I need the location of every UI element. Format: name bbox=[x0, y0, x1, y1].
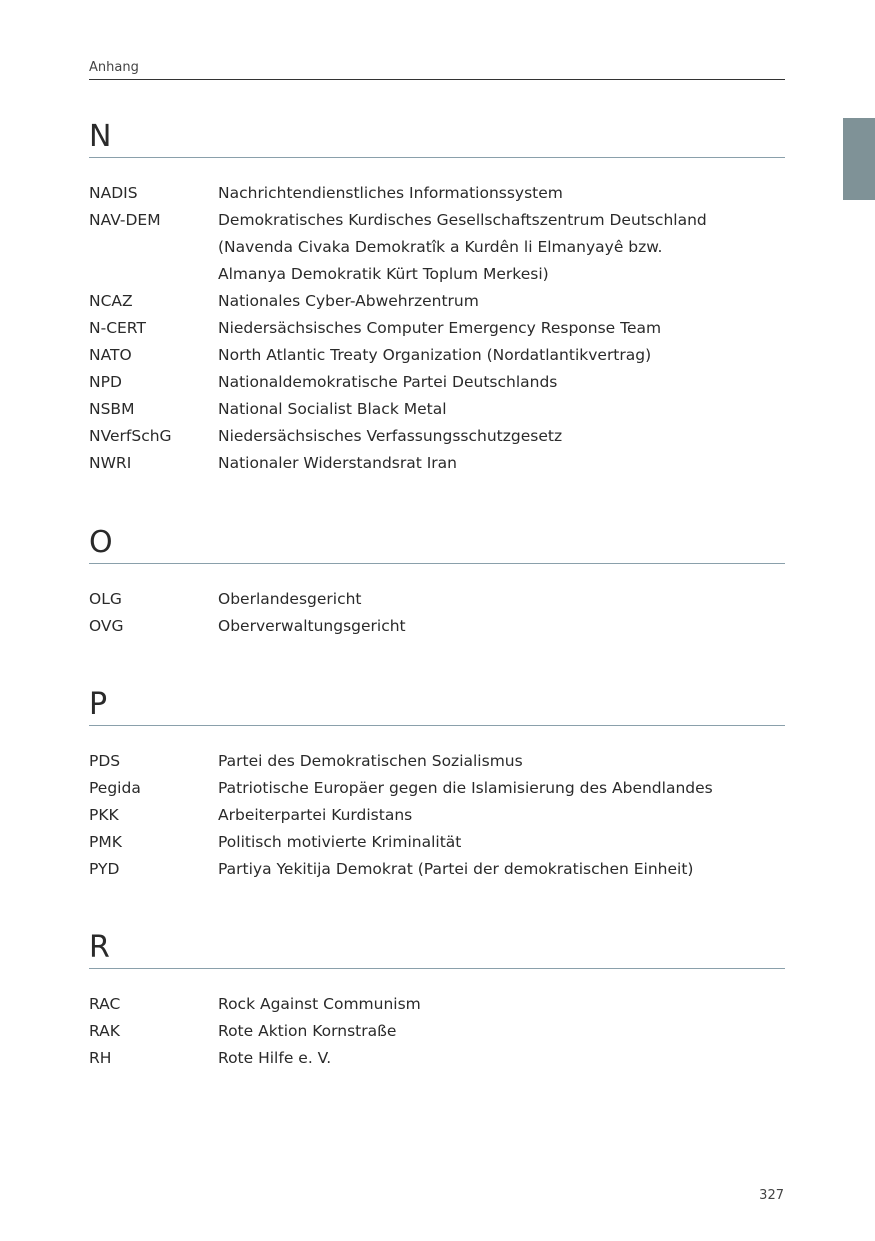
entry bbox=[89, 856, 785, 883]
description-line: Politisch motivierte Kriminalität bbox=[218, 833, 462, 851]
section-p bbox=[89, 685, 785, 883]
section-letter: R bbox=[89, 928, 785, 969]
description-line: Oberlandesgericht bbox=[218, 590, 362, 608]
entry bbox=[89, 450, 785, 477]
entry-abbreviation: PYD bbox=[89, 860, 120, 878]
description-line: North Atlantic Treaty Organization (Nordatlantikvertrag) bbox=[218, 346, 652, 364]
entry-list bbox=[89, 586, 785, 640]
entry-abbreviation: NVerfSchG bbox=[89, 427, 172, 445]
running-header bbox=[89, 56, 785, 80]
entry bbox=[89, 775, 785, 802]
description-line: Nachrichtendienstliches Informationssystem bbox=[218, 184, 563, 202]
entry-list bbox=[89, 180, 785, 477]
entry-list bbox=[89, 748, 785, 883]
entry bbox=[89, 369, 785, 396]
entry-abbreviation: NCAZ bbox=[89, 292, 133, 310]
section-letter: N bbox=[89, 117, 785, 158]
description-line: National Socialist Black Metal bbox=[218, 400, 447, 418]
description-line: Oberverwaltungsgericht bbox=[218, 617, 406, 635]
chapter-tab-marker bbox=[843, 118, 875, 200]
entry-description bbox=[218, 207, 785, 288]
entry-description bbox=[218, 1018, 785, 1045]
entry-list bbox=[89, 991, 785, 1072]
description-line: Almanya Demokratik Kürt Toplum Merkesi) bbox=[218, 265, 549, 283]
entry-description bbox=[218, 1045, 785, 1072]
description-line: (Navenda Civaka Demokratîk a Kurdên li Elmanyayê bzw. bbox=[218, 238, 663, 256]
description-line: Patriotische Europäer gegen die Islamisierung des Abendlandes bbox=[218, 779, 713, 797]
section-n bbox=[89, 117, 785, 477]
description-line: Rote Aktion Kornstraße bbox=[218, 1022, 397, 1040]
description-line: Niedersächsisches Verfassungsschutzgesetz bbox=[218, 427, 563, 445]
description-line: Arbeiterpartei Kurdistans bbox=[218, 806, 413, 824]
entry-abbreviation: RH bbox=[89, 1049, 112, 1067]
entry-abbreviation: NAV-DEM bbox=[89, 211, 161, 229]
entry-abbreviation: NWRI bbox=[89, 454, 132, 472]
section-letter: P bbox=[89, 685, 785, 726]
entry-description bbox=[218, 369, 785, 396]
entry-description bbox=[218, 586, 785, 613]
entry bbox=[89, 613, 785, 640]
section-letter: O bbox=[89, 523, 785, 564]
description-line: Rote Hilfe e. V. bbox=[218, 1049, 332, 1067]
entry-description bbox=[218, 180, 785, 207]
running-header-title: Anhang bbox=[89, 60, 139, 75]
entry-description bbox=[218, 315, 785, 342]
entry-abbreviation: PKK bbox=[89, 806, 119, 824]
description-line: Nationaldemokratische Partei Deutschlands bbox=[218, 373, 558, 391]
entry bbox=[89, 342, 785, 369]
entry-description bbox=[218, 802, 785, 829]
entry bbox=[89, 288, 785, 315]
entry bbox=[89, 991, 785, 1018]
entry-abbreviation: NATO bbox=[89, 346, 132, 364]
entry bbox=[89, 207, 785, 288]
entry-description bbox=[218, 423, 785, 450]
description-line: Nationaler Widerstandsrat Iran bbox=[218, 454, 457, 472]
entry-abbreviation: PDS bbox=[89, 752, 121, 770]
entry bbox=[89, 180, 785, 207]
entry-description bbox=[218, 775, 785, 802]
entry bbox=[89, 396, 785, 423]
entry-abbreviation: Pegida bbox=[89, 779, 141, 797]
entry-description bbox=[218, 288, 785, 315]
entry-abbreviation: OLG bbox=[89, 590, 122, 608]
description-line: Rock Against Communism bbox=[218, 995, 421, 1013]
section-o bbox=[89, 523, 785, 640]
entry bbox=[89, 315, 785, 342]
entry-abbreviation: RAC bbox=[89, 995, 121, 1013]
description-line: Partei des Demokratischen Sozialismus bbox=[218, 752, 523, 770]
entry bbox=[89, 423, 785, 450]
entry-abbreviation: RAK bbox=[89, 1022, 120, 1040]
entry-abbreviation: PMK bbox=[89, 833, 122, 851]
entry-description bbox=[218, 613, 785, 640]
page-number: 327 bbox=[759, 1188, 784, 1203]
entry bbox=[89, 1018, 785, 1045]
entry-abbreviation: NSBM bbox=[89, 400, 135, 418]
entry bbox=[89, 829, 785, 856]
description-line: Nationales Cyber-Abwehrzentrum bbox=[218, 292, 479, 310]
entry-description bbox=[218, 748, 785, 775]
section-r bbox=[89, 928, 785, 1072]
description-line: Partiya Yekitija Demokrat (Partei der demokratischen Einheit) bbox=[218, 860, 694, 878]
entry-abbreviation: N-CERT bbox=[89, 319, 146, 337]
entry bbox=[89, 1045, 785, 1072]
entry-description bbox=[218, 829, 785, 856]
entry-description bbox=[218, 450, 785, 477]
entry-abbreviation: NADIS bbox=[89, 184, 138, 202]
entry bbox=[89, 586, 785, 613]
entry-abbreviation: OVG bbox=[89, 617, 124, 635]
entry-description bbox=[218, 991, 785, 1018]
entry-abbreviation: NPD bbox=[89, 373, 122, 391]
description-line: Niedersächsisches Computer Emergency Response Team bbox=[218, 319, 662, 337]
entry-description bbox=[218, 856, 785, 883]
entry bbox=[89, 802, 785, 829]
entry-description bbox=[218, 342, 785, 369]
entry-description bbox=[218, 396, 785, 423]
entry bbox=[89, 748, 785, 775]
description-line: Demokratisches Kurdisches Gesellschaftszentrum Deutschland bbox=[218, 211, 707, 229]
